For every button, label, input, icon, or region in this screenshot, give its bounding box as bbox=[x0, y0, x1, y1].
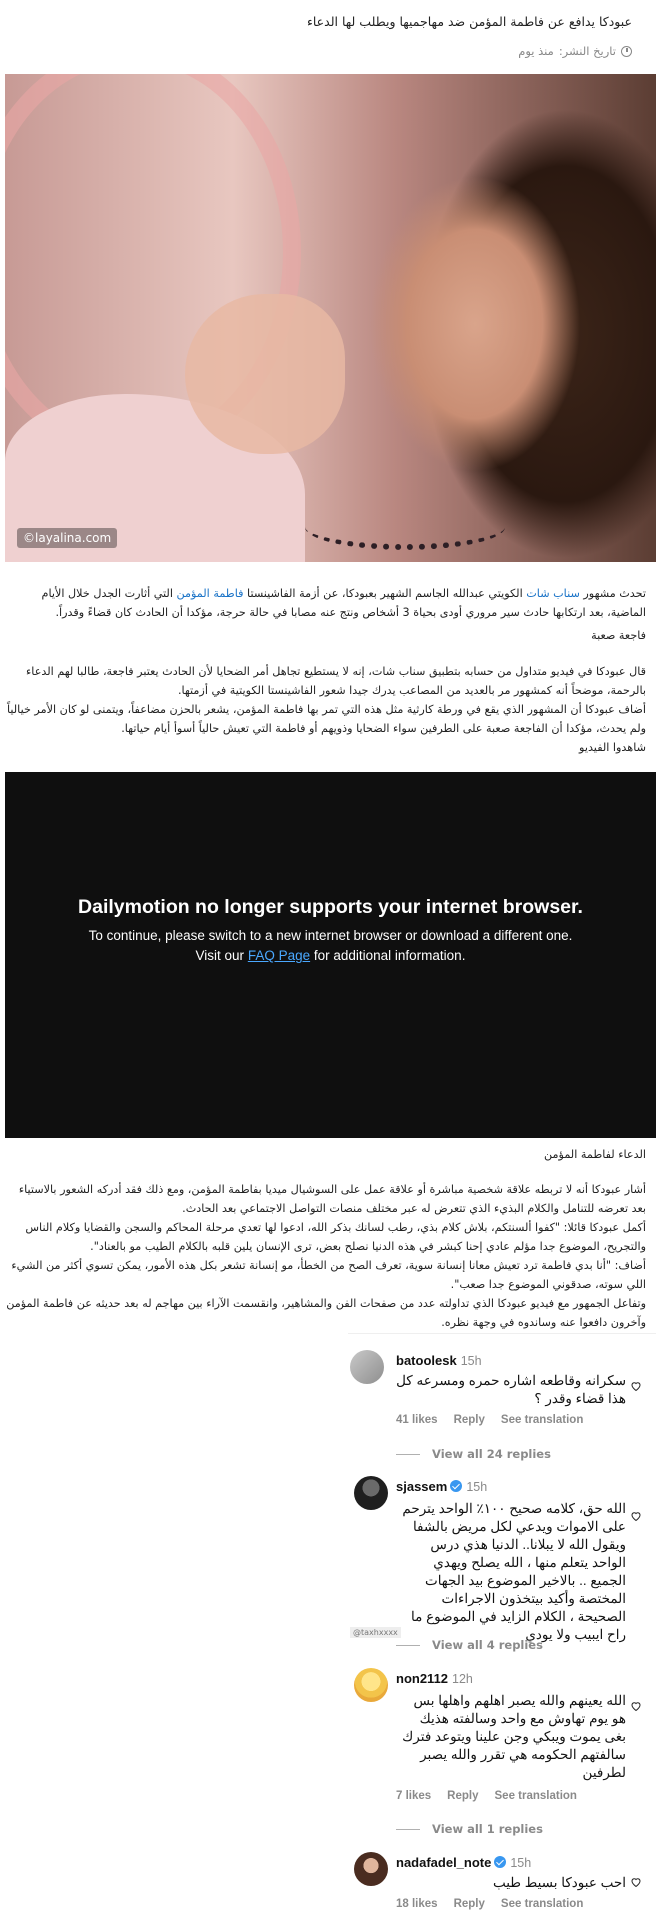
heading-tragedy: فاجعة صعبة bbox=[591, 629, 646, 642]
video-embed[interactable] bbox=[5, 772, 656, 1138]
necklace-shape bbox=[305, 504, 505, 550]
comments-divider bbox=[348, 1333, 656, 1334]
faq-link[interactable]: FAQ Page bbox=[247, 948, 311, 963]
paragraph-6: أضاف: "أنا بدي فاطمة ترد تعيش معانا إنسانة سوية، تعرف الصح من الخطأ، مو إنسانة تشعر بكل هذه الأمور، يمكن تسوي أكثر من الشيء اللي سوته، صدقوني الموضوع جدا صعب". bbox=[11, 1259, 646, 1291]
avatar[interactable] bbox=[354, 1476, 388, 1510]
article-title: عبودكا يدافع عن فاطمة المؤمن ضد مهاجميها ويطلب لها الدعاء bbox=[306, 14, 632, 29]
comment-username[interactable]: nadafadel_note bbox=[396, 1855, 492, 1870]
comment-actions bbox=[396, 1790, 577, 1802]
text-span: التي أثارت الجدل خلال الأيام الماضية، بعد ارتكابها حادث سير مروري أودى بحياة 3 أشخاص ونتج عنه مصابا في حالة حرجة، مؤكدا أن الحادث كان قضاءً وقدراً. bbox=[41, 587, 646, 619]
comment-time: 15h bbox=[460, 1354, 482, 1368]
paragraph-3: أضاف عبودكا أن المشهور الذي يقع في ورطة كارثية مثل هذه التي تمر بها فاطمة المؤمن، يشعر بالحزن مضاعفاً، ويتمنى لو كان الأمر خيالياً ولم يحدث، مؤكدا أن الفاجعة صعبة على الطرفين سواء الضحايا وذويهم أو فاطمة التي تعيش حالياً أسوأ أيام حياتها. bbox=[6, 703, 646, 735]
link-snapchat[interactable]: سناب شات bbox=[526, 587, 580, 600]
text-span: for additional information. bbox=[310, 948, 466, 963]
likes-count[interactable]: 18 likes bbox=[396, 1898, 438, 1910]
video-line1: To continue, please switch to a new internet browser or download a different one. bbox=[88, 928, 573, 943]
comment-actions bbox=[396, 1414, 583, 1426]
comment-text: احب عبودكا بسيط طيب bbox=[492, 1875, 626, 1890]
reply-button[interactable]: Reply bbox=[447, 1790, 479, 1802]
heart-icon[interactable] bbox=[630, 1510, 642, 1522]
comment-actions bbox=[396, 1898, 583, 1910]
watch-video-label: شاهدوا الفيديو bbox=[579, 741, 646, 754]
date-label: تاريخ النشر: bbox=[558, 44, 616, 58]
see-translation-button[interactable]: See translation bbox=[500, 1898, 584, 1910]
divider-line bbox=[396, 1829, 420, 1830]
video-heading: Dailymotion no longer supports your internet browser. bbox=[78, 896, 583, 918]
comment-time: 15h bbox=[466, 1480, 488, 1494]
text-span: Visit our bbox=[195, 948, 248, 963]
view-replies-label: View all 1 replies bbox=[432, 1822, 543, 1836]
text-span: الكويتي عبدالله الجاسم الشهير بعبودكا، عن أزمة الفاشينستا bbox=[243, 587, 527, 600]
comment-username[interactable]: sjassem bbox=[396, 1479, 448, 1494]
see-translation-button[interactable]: See translation bbox=[500, 1414, 584, 1426]
comment-header bbox=[396, 1854, 531, 1872]
video-line2 bbox=[5, 948, 656, 963]
paragraph-5: أكمل عبودكا قائلا: "كفوا ألسنتكم، بلاش كلام بذي، رطب لسانك بذكر الله، ادعوا لها تعدي مرحلة المحاكم والسجن والقضايا وكلام الناس والتجريح، الموضوع جدا مؤلم عادي إحنا كبشر في هذه الدنيا نصلح بعض، ترى الإنسان يلين قلبه بالكلام الطيب مو بالعناد". bbox=[25, 1221, 646, 1253]
hero-image bbox=[5, 74, 656, 562]
likes-count[interactable]: 41 likes bbox=[396, 1414, 438, 1426]
view-replies-3[interactable] bbox=[396, 1822, 543, 1836]
comment-text: الله يعينهم والله يصبر اهلهم واهلها بس هو يوم تهاوش مع واحد وسالفته هذيك بغى يموت ويبكي وجن علينا ويتوعد فترك سالفتهم الحكومه هي تقرر والله يصبر لطرفين bbox=[402, 1693, 626, 1780]
comment-text: الله حق، كلامه صحيح ١٠٠٪ الواحد يترحم على الاموات ويدعي لكل مريض بالشفا ويقول الله لا يبلانا.. الدنيا هذي درس الواحد يتعلم منها ، الله يصلح ويهدي الجميع .. بالاخير الموضوع بيد الجهات المختصة وأكيد بيتخذون الاجراءات الصحيحة ، الكلام الزايد في الموضوع ما راح ايبيب ولا يودي bbox=[402, 1501, 626, 1642]
heart-icon[interactable] bbox=[630, 1700, 642, 1712]
paragraph-2: قال عبودكا في فيديو متداول من حسابه بتطبيق سناب شات، إنه لا يستطيع تجاهل أمر الضحايا لأن الحادث يعتبر فاجعة، طالبا لهم الدعاء بالرحمة، موضحاً أنه كمشهور مر بالعديد من المصاعب يدرك جيدا شعور الفاشينستا الكويتية في أزمتها. bbox=[26, 665, 646, 697]
comment-username[interactable]: non2112 bbox=[396, 1671, 449, 1686]
paragraph-4: أشار عبودكا أنه لا تربطه علاقة شخصية مباشرة أو علاقة عمل على السوشيال ميديا بفاطمة المؤمن، ومع ذلك فقد أدركه الشعور بالاستياء بعد تعرضه للتنامل والكلام البذيء الذي تتعرض له عبر مختلف منصات التواصل الاجتماعي بعد الحادث. bbox=[18, 1183, 646, 1215]
heart-icon[interactable] bbox=[630, 1876, 642, 1888]
avatar[interactable] bbox=[354, 1668, 388, 1702]
comment-text: سكرانه وقاطعه اشاره حمره ومسرعه كل هذا قضاء وقدر ؟ bbox=[396, 1373, 626, 1406]
reply-button[interactable]: Reply bbox=[453, 1414, 485, 1426]
verified-badge-icon bbox=[494, 1856, 506, 1868]
heart-icon[interactable] bbox=[630, 1380, 642, 1392]
divider-line bbox=[396, 1645, 420, 1646]
link-fatima[interactable]: فاطمة المؤمن bbox=[176, 587, 244, 600]
likes-count[interactable]: 7 likes bbox=[396, 1790, 432, 1802]
clock-icon bbox=[621, 46, 632, 57]
reply-button[interactable]: Reply bbox=[453, 1898, 485, 1910]
comment-time: 12h bbox=[452, 1672, 473, 1686]
view-replies-label: View all 4 replies bbox=[432, 1638, 543, 1652]
paragraph-7: وتفاعل الجمهور مع فيديو عبودكا الذي تداولته عدد من صفحات الفن والمشاهير، وانقسمت الآراء بين مهاجم له بعد حديثه عن فاطمة المؤمن وآخرون دافعوا عنه وساندوه في وجهة نظره. bbox=[6, 1297, 646, 1329]
image-watermark: ©layalina.com bbox=[17, 528, 117, 548]
heading-prayer: الدعاء لفاطمة المؤمن bbox=[544, 1148, 646, 1161]
avatar[interactable] bbox=[350, 1350, 384, 1384]
view-replies-label: View all 24 replies bbox=[432, 1447, 551, 1461]
comment-header bbox=[396, 1478, 487, 1496]
see-translation-button[interactable]: See translation bbox=[494, 1790, 577, 1802]
publish-date bbox=[518, 44, 632, 58]
comment-username[interactable]: batoolesk bbox=[396, 1353, 457, 1368]
avatar[interactable] bbox=[354, 1852, 388, 1886]
comment-header bbox=[396, 1352, 482, 1370]
verified-badge-icon bbox=[450, 1480, 462, 1492]
snap-watermark: @taxhxxxx bbox=[350, 1627, 401, 1638]
view-replies-1[interactable] bbox=[396, 1447, 551, 1461]
divider-line bbox=[396, 1454, 420, 1455]
comment-time: 15h bbox=[510, 1856, 532, 1870]
text-span: تحدث مشهور bbox=[579, 587, 646, 600]
comment-header bbox=[396, 1670, 473, 1688]
date-value: منذ يوم bbox=[518, 44, 554, 58]
hand-shape bbox=[185, 294, 345, 454]
paragraph-intro bbox=[6, 584, 646, 622]
view-replies-2[interactable] bbox=[396, 1638, 543, 1652]
